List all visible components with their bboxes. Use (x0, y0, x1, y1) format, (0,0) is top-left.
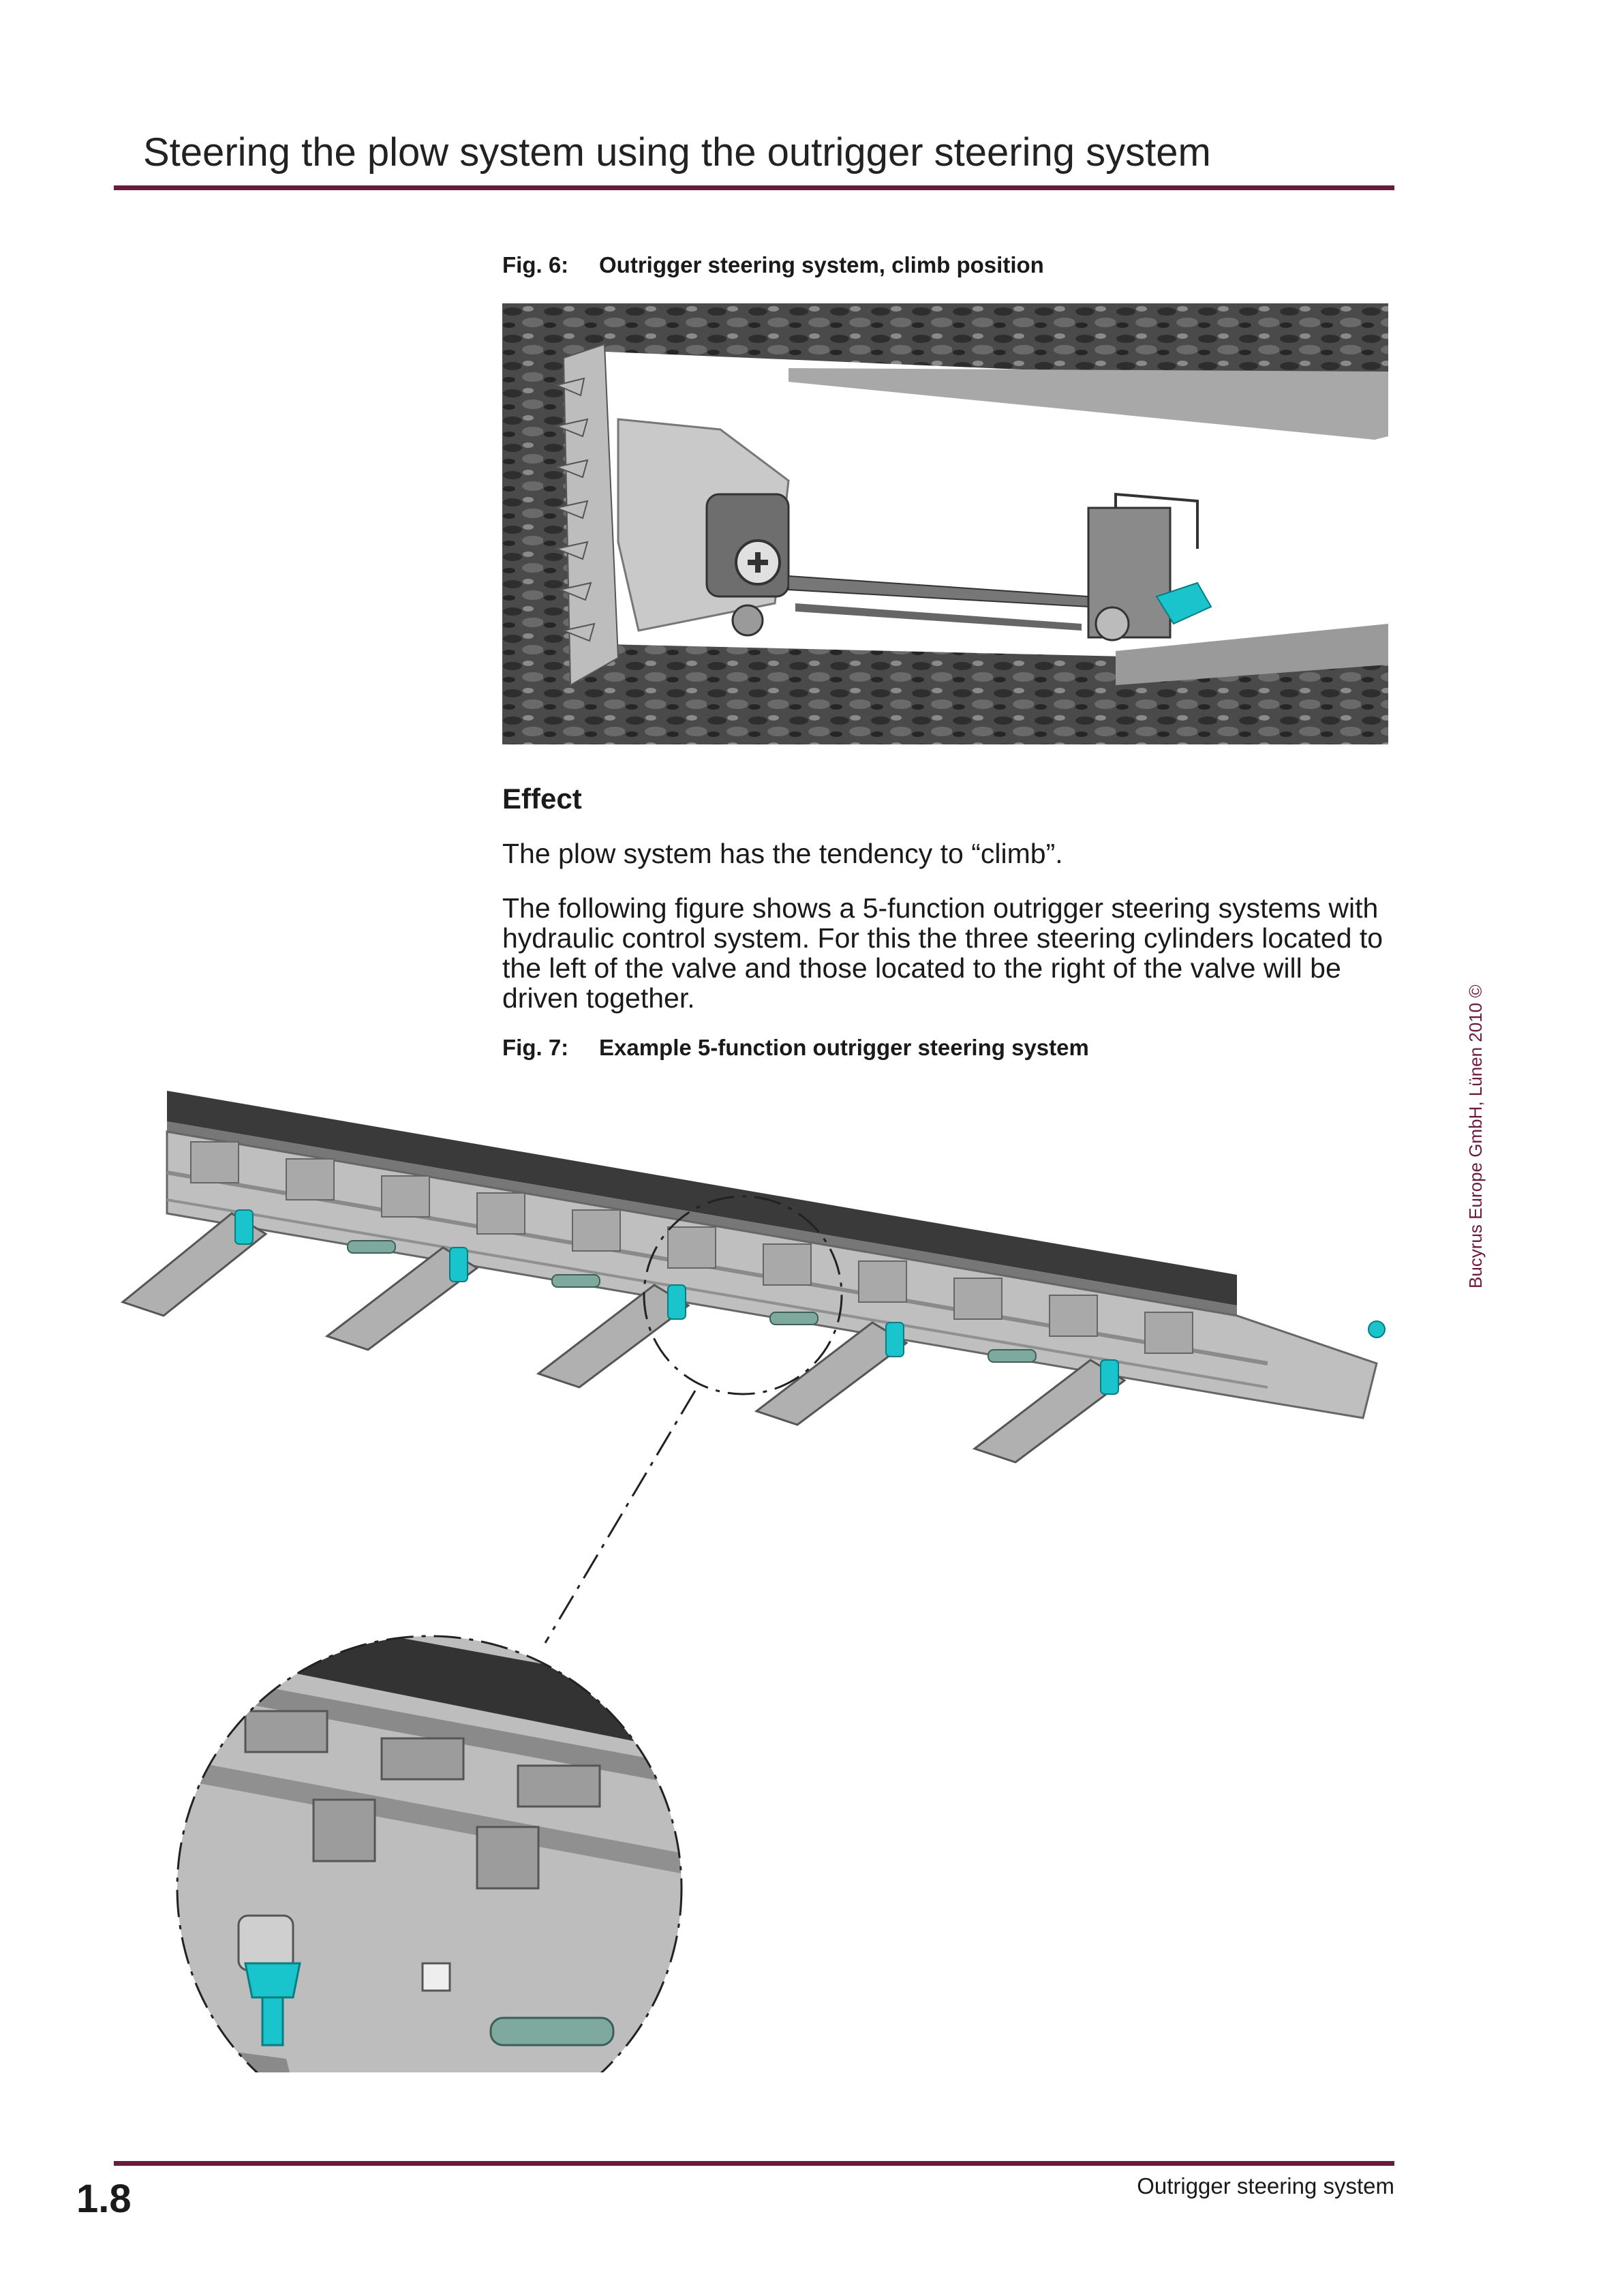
effect-paragraph-1: The plow system has the tendency to “climb”. (502, 838, 1063, 869)
fig7-caption (502, 1035, 1089, 1061)
fig6-caption-text: Outrigger steering system, climb position (599, 252, 1044, 277)
copyright-text: Bucyrus Europe GmbH, Lünen 2010 © (1465, 984, 1486, 1288)
effect-heading: Effect (502, 783, 582, 815)
fig7-number: Fig. 7: (502, 1035, 569, 1060)
effect-paragraph-2: The following figure shows a 5-function outrigger steering systems with hydraulic control system. For this the three steering cylinders located to the left of the valve and those located to the right of the valve will be driven together. (502, 892, 1383, 1014)
fig6-image (502, 303, 1388, 744)
footer-section-title: Outrigger steering system (1137, 2173, 1394, 2199)
copyright-sidebar (1465, 984, 1493, 1295)
fig6-caption (502, 252, 1044, 278)
page-number: 1.8 (76, 2177, 132, 2221)
fig7-image (109, 1077, 1404, 2072)
page-title: Steering the plow system using the outrigger steering system (143, 130, 1211, 175)
header-rule (114, 185, 1394, 190)
footer-rule (114, 2161, 1394, 2166)
fig7-caption-text: Example 5-function outrigger steering system (599, 1035, 1089, 1060)
fig6-number: Fig. 6: (502, 252, 569, 277)
